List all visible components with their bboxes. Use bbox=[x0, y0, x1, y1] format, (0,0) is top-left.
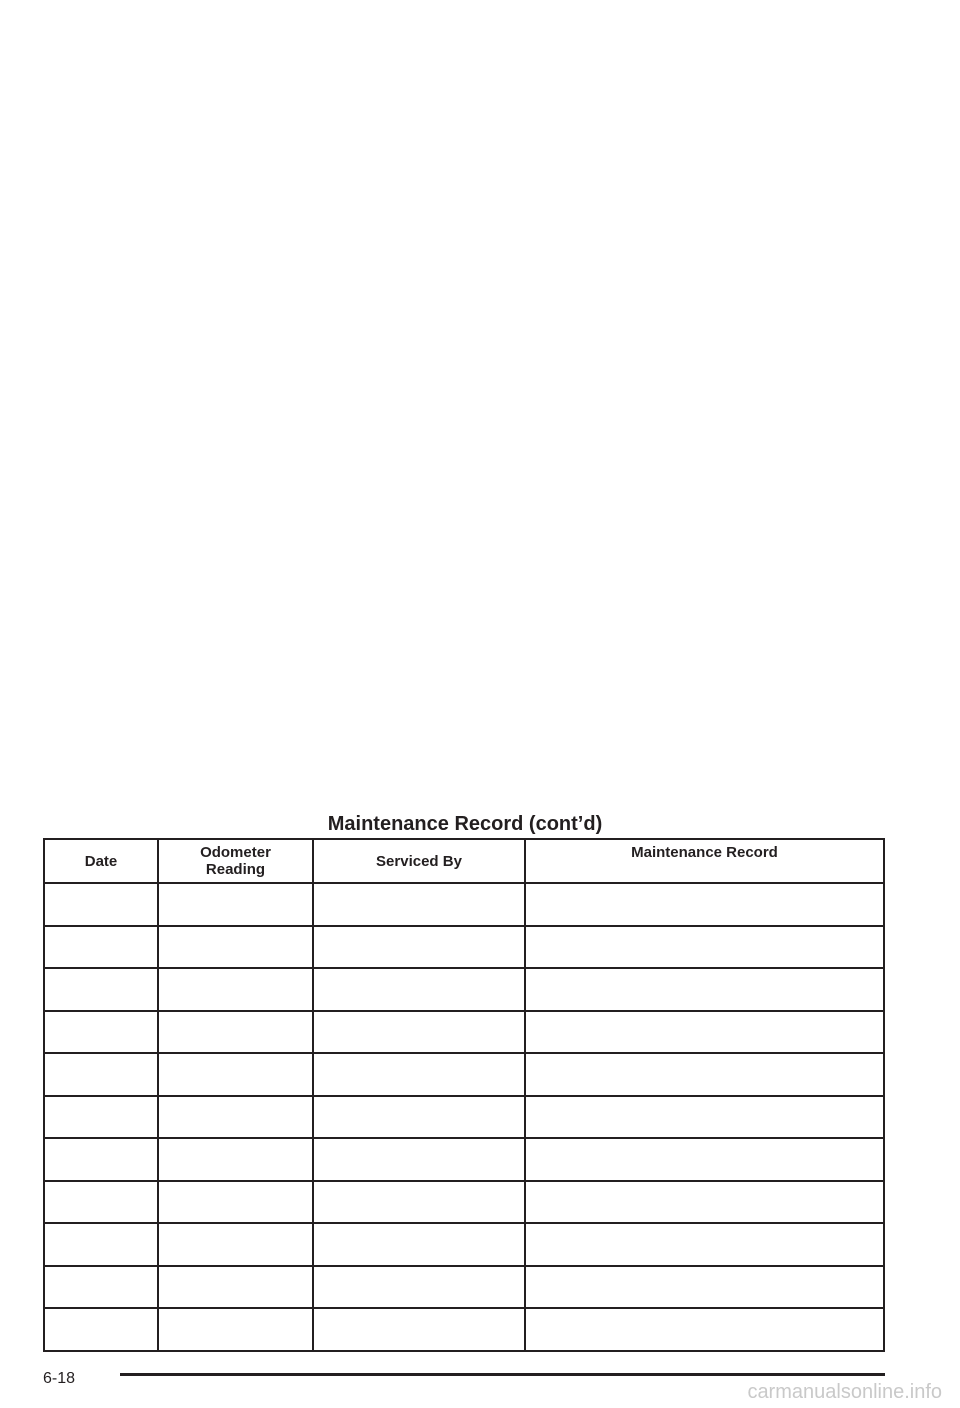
cell-date[interactable] bbox=[44, 926, 158, 969]
table-body bbox=[44, 883, 884, 1351]
watermark: carmanualsonline.info bbox=[747, 1381, 942, 1403]
page-number: 6-18 bbox=[43, 1370, 76, 1387]
cell-odometer[interactable] bbox=[158, 1308, 313, 1351]
cell-odometer[interactable] bbox=[158, 1266, 313, 1309]
cell-serviced-by[interactable] bbox=[313, 1308, 525, 1351]
cell-date[interactable] bbox=[44, 1096, 158, 1139]
header-odometer-line2: Reading bbox=[205, 861, 266, 878]
table-row bbox=[44, 968, 884, 1011]
cell-odometer[interactable] bbox=[158, 968, 313, 1011]
cell-maintenance-record[interactable] bbox=[525, 1138, 884, 1181]
header-odometer-reading bbox=[158, 839, 313, 883]
header-maintenance-record: Maintenance Record bbox=[525, 839, 884, 883]
cell-date[interactable] bbox=[44, 968, 158, 1011]
cell-date[interactable] bbox=[44, 1053, 158, 1096]
cell-maintenance-record[interactable] bbox=[525, 1011, 884, 1054]
cell-odometer[interactable] bbox=[158, 1011, 313, 1054]
cell-maintenance-record[interactable] bbox=[525, 1096, 884, 1139]
cell-maintenance-record[interactable] bbox=[525, 1223, 884, 1266]
cell-odometer[interactable] bbox=[158, 1223, 313, 1266]
cell-maintenance-record[interactable] bbox=[525, 1181, 884, 1224]
cell-serviced-by[interactable] bbox=[313, 1138, 525, 1181]
cell-maintenance-record[interactable] bbox=[525, 1308, 884, 1351]
cell-serviced-by[interactable] bbox=[313, 1266, 525, 1309]
table-row bbox=[44, 1308, 884, 1351]
cell-maintenance-record[interactable] bbox=[525, 1266, 884, 1309]
cell-date[interactable] bbox=[44, 1181, 158, 1224]
cell-date[interactable] bbox=[44, 883, 158, 926]
cell-date[interactable] bbox=[44, 1011, 158, 1054]
footer-rule bbox=[120, 1373, 885, 1376]
cell-date[interactable] bbox=[44, 1308, 158, 1351]
table-row bbox=[44, 1096, 884, 1139]
header-serviced-by: Serviced By bbox=[313, 839, 525, 883]
page-title: Maintenance Record (cont’d) bbox=[327, 813, 603, 835]
maintenance-record-table bbox=[43, 838, 885, 1352]
cell-date[interactable] bbox=[44, 1138, 158, 1181]
cell-odometer[interactable] bbox=[158, 883, 313, 926]
cell-serviced-by[interactable] bbox=[313, 968, 525, 1011]
cell-maintenance-record[interactable] bbox=[525, 883, 884, 926]
table-row bbox=[44, 1053, 884, 1096]
cell-serviced-by[interactable] bbox=[313, 1223, 525, 1266]
cell-serviced-by[interactable] bbox=[313, 883, 525, 926]
cell-serviced-by[interactable] bbox=[313, 1181, 525, 1224]
table-header-row bbox=[44, 839, 884, 883]
cell-maintenance-record[interactable] bbox=[525, 968, 884, 1011]
cell-date[interactable] bbox=[44, 1266, 158, 1309]
table-row bbox=[44, 883, 884, 926]
cell-odometer[interactable] bbox=[158, 1053, 313, 1096]
cell-maintenance-record[interactable] bbox=[525, 926, 884, 969]
cell-date[interactable] bbox=[44, 1223, 158, 1266]
cell-odometer[interactable] bbox=[158, 1138, 313, 1181]
cell-serviced-by[interactable] bbox=[313, 1096, 525, 1139]
table-row bbox=[44, 926, 884, 969]
cell-maintenance-record[interactable] bbox=[525, 1053, 884, 1096]
header-date: Date bbox=[44, 839, 158, 883]
table-row bbox=[44, 1138, 884, 1181]
header-odometer-line1: Odometer bbox=[200, 844, 271, 861]
cell-serviced-by[interactable] bbox=[313, 926, 525, 969]
cell-odometer[interactable] bbox=[158, 1181, 313, 1224]
table-row bbox=[44, 1011, 884, 1054]
table-row bbox=[44, 1181, 884, 1224]
cell-odometer[interactable] bbox=[158, 926, 313, 969]
table-row bbox=[44, 1266, 884, 1309]
cell-serviced-by[interactable] bbox=[313, 1011, 525, 1054]
table-row bbox=[44, 1223, 884, 1266]
cell-serviced-by[interactable] bbox=[313, 1053, 525, 1096]
cell-odometer[interactable] bbox=[158, 1096, 313, 1139]
